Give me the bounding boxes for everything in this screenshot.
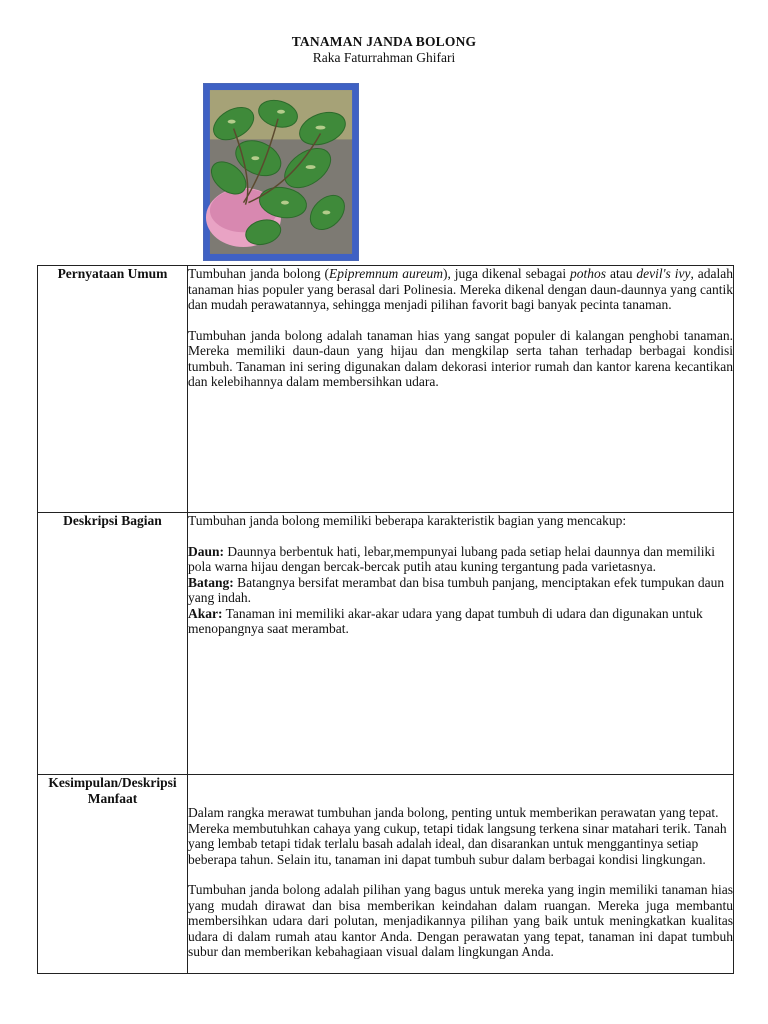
monstera-plant-image	[204, 84, 358, 260]
content-table	[37, 265, 734, 974]
table-row	[38, 266, 734, 513]
row-label-general-statement: Pernyataan Umum	[38, 266, 188, 513]
paragraph: Tumbuhan janda bolong (Epipremnum aureum), juga dikenal sebagai pothos atau devil's ivy, adalah tanaman hias populer yang berasal dari Polinesia. Mereka dikenal dengan daun-daunnya yang cantik dan mudah perawatannya, sehingga menjadi pilihan favorit bagi banyak pecinta tanaman.	[188, 266, 733, 312]
table-row	[38, 513, 734, 775]
paragraph: Tumbuhan janda bolong memiliki beberapa karakteristik bagian yang mencakup:	[188, 513, 627, 528]
row-content-conclusion	[188, 775, 734, 974]
row-content-general-statement	[188, 266, 734, 513]
document-author: Raka Faturrahman Ghifari	[312, 50, 456, 65]
document-title: TANAMAN JANDA BOLONG	[291, 34, 477, 49]
table-row	[38, 775, 734, 974]
paragraph: Tumbuhan janda bolong adalah tanaman hias yang sangat populer di kalangan penghobi tanaman. Mereka memiliki daun-daun yang hijau dan mengkilap serta tahan terhadap berbagai kondisi tumbuh. Tanaman ini sering digunakan dalam dekorasi interior rumah dan kantor karena kecantikan dan kelebihannya dalam membersihkan udara.	[188, 327, 733, 389]
paragraph: Dalam rangka merawat tumbuhan janda bolong, penting untuk memberikan perawatan yang tepat. Mereka membutuhkan cahaya yang cukup, tetapi tidak langsung terkena sinar matahari terik. Tanah yang lembab tetapi tidak terlalu basah adalah ideal, dan disarankan untuk menggantinya setiap beberapa tahun. Selain itu, tanaman ini dapat tumbuh subur dalam berbagai kondisi lingkungan.	[188, 805, 727, 867]
row-label-conclusion: Kesimpulan/Deskripsi Manfaat	[38, 775, 188, 974]
paragraph: Tumbuhan janda bolong adalah pilihan yang bagus untuk mereka yang ingin memiliki tanaman hias yang mudah dirawat dan bisa memberikan keindahan dalam ruangan. Mereka juga membantu membersihkan udara dari polutan, menjadikannya pilihan yang baik untuk meningkatkan kualitas udara di dalam rumah atau kantor Anda. Dengan perawatan yang tepat, tanaman ini dapat tumbuh subur dan memberikan kebahagiaan visual dalam lingkungan Anda.	[188, 882, 733, 959]
part-root: Akar: Tanaman ini memiliki akar-akar udara yang dapat tumbuh di udara dan digunakan untuk menopangnya saat merambat.	[188, 605, 703, 636]
part-stem: Batang: Batangnya bersifat merambat dan bisa tumbuh panjang, menciptakan efek tumpukan daun yang indah.	[188, 574, 725, 605]
row-content-part-description	[188, 513, 734, 775]
part-leaf: Daun: Daunnya berbentuk hati, lebar,mempunyai lubang pada setiap helai daunnya dan memiliki pola warna hijau dengan bercak-bercak putih atau kuning tergantung pada varietasnya.	[188, 543, 715, 574]
row-label-part-description: Deskripsi Bagian	[38, 513, 188, 775]
plant-photo	[203, 83, 359, 261]
